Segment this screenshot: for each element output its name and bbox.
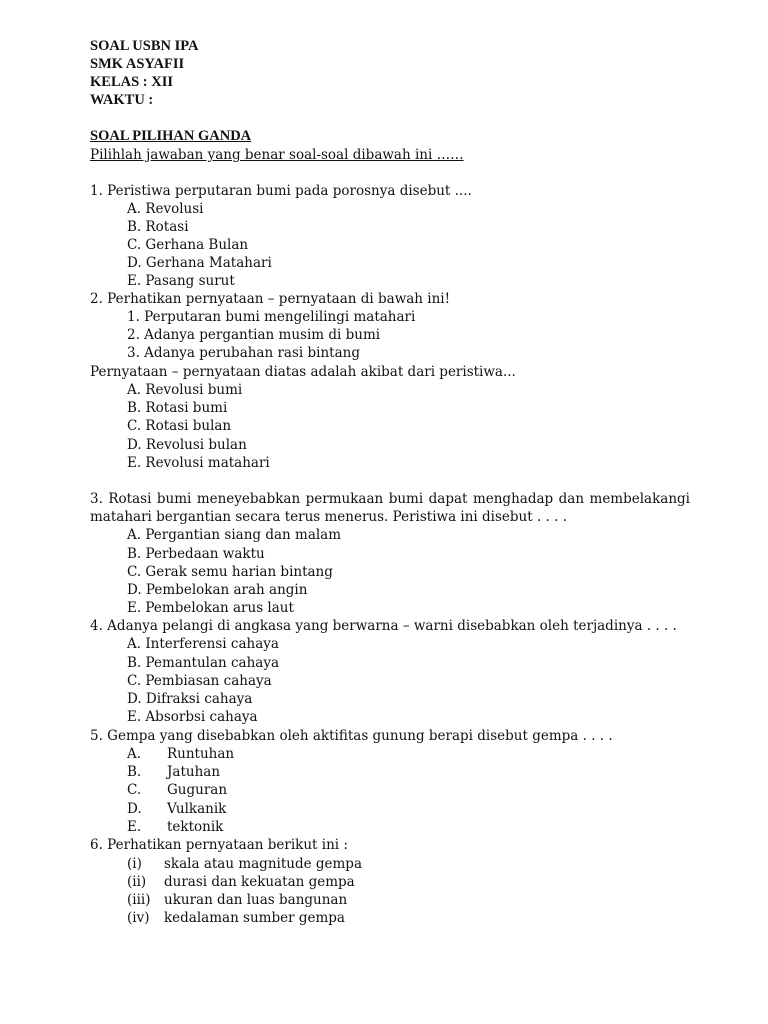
option-letter: A. [127, 746, 142, 762]
q2-option-c: C. Rotasi bulan [127, 418, 232, 434]
question-3-line-1: 3. Rotasi bumi meneyebabkan permukaan bumi dapat menghadap dan membelakangi [90, 491, 690, 507]
q3-option-d: D. Pembelokan arah angin [127, 582, 308, 598]
q5-option-a [127, 745, 234, 763]
q4-option-b: B. Pemantulan cahaya [127, 655, 280, 671]
item-text: ukuran dan luas bangunan [164, 892, 348, 908]
q2-option-d: D. Revolusi bulan [127, 437, 247, 453]
item-number: (ii) [127, 874, 147, 890]
q5-option-b [127, 763, 220, 781]
q1-option-e: E. Pasang surut [127, 273, 235, 289]
option-letter: D. [127, 801, 142, 817]
question-1: 1. Peristiwa perputaran bumi pada porosnya disebut .... [90, 183, 472, 199]
question-3-line-2: matahari bergantian secara terus menerus. Peristiwa ini disebut . . . . [90, 509, 568, 525]
q6-item-1 [127, 855, 362, 873]
q1-option-c: C. Gerhana Bulan [127, 237, 249, 253]
doc-title: SOAL USBN IPA [90, 38, 199, 54]
item-number: (iii) [127, 892, 151, 908]
q6-item-4 [127, 909, 345, 927]
class-label: KELAS : XII [90, 74, 173, 90]
option-letter: E. [127, 819, 142, 835]
school-name: SMK ASYAFII [90, 56, 185, 72]
q1-option-d: D. Gerhana Matahari [127, 255, 272, 271]
q1-option-a: A. Revolusi [127, 201, 204, 217]
q2-option-b: B. Rotasi bumi [127, 400, 228, 416]
option-text: Vulkanik [167, 801, 227, 817]
option-text: Jatuhan [167, 764, 221, 780]
q6-item-3 [127, 891, 347, 909]
question-2: 2. Perhatikan pernyataan – pernyataan di bawah ini! [90, 291, 451, 307]
item-number: (iv) [127, 910, 150, 926]
question-5: 5. Gempa yang disebabkan oleh aktifitas gunung berapi disebut gempa . . . . [90, 728, 613, 744]
item-text: durasi dan kekuatan gempa [164, 874, 355, 890]
q2-statement-2: 2. Adanya pergantian musim di bumi [127, 327, 381, 343]
q5-option-d [127, 800, 226, 818]
q4-option-a: A. Interferensi cahaya [127, 636, 279, 652]
time-label: WAKTU : [90, 92, 154, 108]
q2-option-a: A. Revolusi bumi [127, 382, 243, 398]
option-letter: B. [127, 764, 142, 780]
q3-option-b: B. Perbedaan waktu [127, 546, 265, 562]
q4-option-d: D. Difraksi cahaya [127, 691, 253, 707]
option-letter: C. [127, 782, 142, 798]
item-text: skala atau magnitude gempa [164, 856, 362, 872]
option-text: Runtuhan [167, 746, 235, 762]
question-6: 6. Perhatikan pernyataan berikut ini : [90, 837, 348, 853]
option-text: Guguran [167, 782, 228, 798]
q5-option-e [127, 818, 223, 836]
q1-option-b: B. Rotasi [127, 219, 189, 235]
q6-item-2 [127, 873, 355, 891]
option-text: tektonik [167, 819, 224, 835]
q2-option-e: E. Revolusi matahari [127, 455, 270, 471]
section-title: SOAL PILIHAN GANDA [90, 128, 252, 144]
q4-option-c: C. Pembiasan cahaya [127, 673, 272, 689]
item-text: kedalaman sumber gempa [164, 910, 345, 926]
q3-option-c: C. Gerak semu harian bintang [127, 564, 333, 580]
q4-option-e: E. Absorbsi cahaya [127, 709, 258, 725]
q5-option-c [127, 781, 227, 799]
item-number: (i) [127, 856, 142, 872]
q2-statement-1: 1. Perputaran bumi mengelilingi matahari [127, 309, 416, 325]
instruction: Pilihlah jawaban yang benar soal-soal dibawah ini …… [90, 147, 464, 163]
q3-option-a: A. Pergantian siang dan malam [127, 527, 342, 543]
q2-statement-3: 3. Adanya perubahan rasi bintang [127, 345, 360, 361]
q3-option-e: E. Pembelokan arus laut [127, 600, 294, 616]
q2-prompt: Pernyataan – pernyataan diatas adalah akibat dari peristiwa... [90, 364, 516, 380]
question-4: 4. Adanya pelangi di angkasa yang berwarna – warni disebabkan oleh terjadinya . . . . [90, 618, 677, 634]
